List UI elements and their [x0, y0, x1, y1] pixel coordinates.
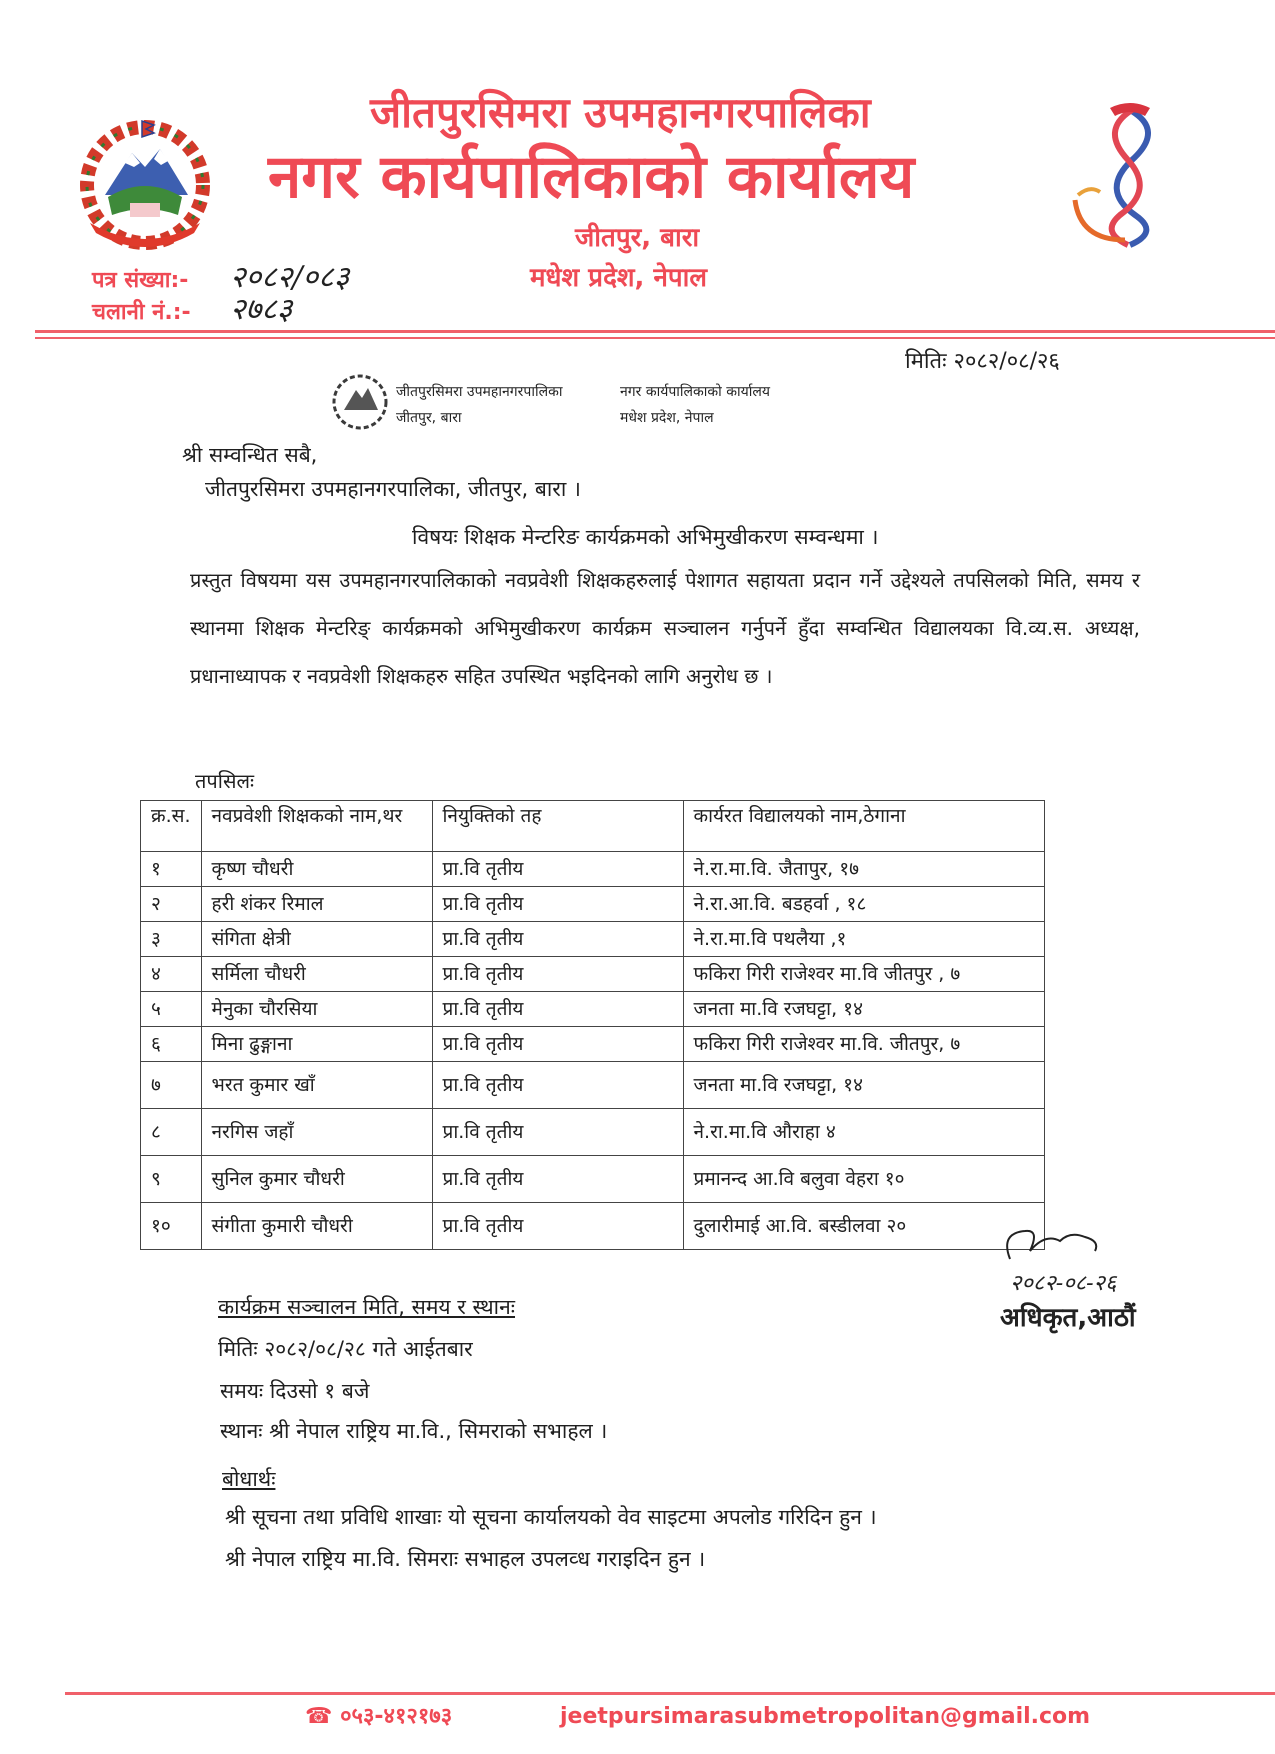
cell-sn: २ — [141, 887, 202, 922]
cell-name: नरगिस जहाँ — [201, 1109, 432, 1156]
table-row — [141, 1027, 1045, 1062]
ref-number: २०८२/०८३ — [230, 260, 350, 295]
footer-email[interactable]: jeetpursimarasubmetropolitan@gmail.com — [560, 1704, 1091, 1729]
cell-name: मिना ढुङ्गाना — [201, 1027, 432, 1062]
cell-name: मेनुका चौरसिया — [201, 992, 432, 1027]
footer-phone — [305, 1702, 452, 1732]
cell-name: संगीता कुमारी चौधरी — [201, 1203, 432, 1250]
program-time: समयः दिउसो १ बजे — [220, 1379, 370, 1403]
municipality-logo-icon — [1070, 100, 1180, 250]
cell-level: प्रा.वि तृतीय — [432, 887, 683, 922]
ref-label: पत्र संख्या:- — [92, 268, 189, 293]
signature-date: २०८२-०८-२६ — [1010, 1271, 1117, 1296]
cell-sn: ५ — [141, 992, 202, 1027]
program-date: मितिः २०८२/०८/२८ गते आईतबार — [218, 1337, 473, 1361]
letter-date: मितिः २०८२/०८/२६ — [905, 349, 1060, 374]
program-heading: कार्यक्रम सञ्चालन मिति, समय र स्थानः — [218, 1295, 516, 1319]
cell-level: प्रा.वि तृतीय — [432, 922, 683, 957]
cell-sn: १ — [141, 852, 202, 887]
cell-level: प्रा.वि तृतीय — [432, 852, 683, 887]
dispatch-label: चलानी नं.:- — [92, 300, 191, 325]
table-header-row — [141, 801, 1045, 852]
cell-school: जनता मा.वि रजघट्टा, १४ — [683, 992, 1044, 1027]
cell-school: फकिरा गिरी राजेश्वर मा.वि जीतपुर , ७ — [683, 957, 1044, 992]
cell-school: ने.रा.मा.वि पथलैया ,१ — [683, 922, 1044, 957]
cell-sn: ४ — [141, 957, 202, 992]
table-row — [141, 1062, 1045, 1109]
table-row — [141, 992, 1045, 1027]
municipality-name: जीतपुरसिमरा उपमहानगरपालिका — [370, 88, 871, 137]
teachers-table — [140, 800, 1045, 1250]
cell-level: प्रा.वि तृतीय — [432, 1109, 683, 1156]
cell-level: प्रा.वि तृतीय — [432, 1156, 683, 1203]
program-venue: स्थानः श्री नेपाल राष्ट्रिय मा.वि., सिमराको सभाहल । — [220, 1419, 608, 1443]
cell-level: प्रा.वि तृतीय — [432, 957, 683, 992]
table-row — [141, 1156, 1045, 1203]
cell-school: जनता मा.वि रजघट्टा, १४ — [683, 1062, 1044, 1109]
telephone-icon: ☎ — [305, 1704, 333, 1729]
body-paragraph: प्रस्तुत विषयमा यस उपमहानगरपालिकाको नवप्रवेशी शिक्षकहरुलाई पेशागत सहायता प्रदान गर्ने उद्देश्यले तपसिलको मिति, समय र स्थानमा शिक्षक मेन्टरिङ् कार्यक्रमको अभिमुखीकरण कार्यक्रम सञ्चालन गर्नुपर्ने हुँदा सम्वन्धित विद्यालयका वि.व्य.स. अध्यक्ष, प्रधानाध्यापक र नवप्रवेशी शिक्षकहरु सहित उपस्थित भइदिनको लागि अनुरोध छ । — [190, 568, 1140, 688]
recipient-line-1: श्री सम्वन्धित सबै, — [182, 443, 318, 467]
cell-level: प्रा.वि तृतीय — [432, 992, 683, 1027]
dispatch-number: २७८३ — [230, 292, 293, 327]
cell-name: कृष्ण चौधरी — [201, 852, 432, 887]
footer-rule — [65, 1692, 1275, 1695]
cell-name: सुनिल कुमार चौधरी — [201, 1156, 432, 1203]
cell-school: प्रमानन्द आ.वि बलुवा वेहरा १० — [683, 1156, 1044, 1203]
table-row — [141, 1109, 1045, 1156]
cell-school: ने.रा.मा.वि. जैतापुर, १७ — [683, 852, 1044, 887]
cell-level: प्रा.वि तृतीय — [432, 1027, 683, 1062]
address-line-1: जीतपुर, बारा — [575, 223, 700, 253]
cell-sn: ३ — [141, 922, 202, 957]
table-row — [141, 922, 1045, 957]
stamp-line-4: मधेश प्रदेश, नेपाल — [620, 410, 714, 426]
phone-number: ०५३-४१२१७३ — [340, 1704, 453, 1729]
col-header-school: कार्यरत विद्यालयको नाम,ठेगाना — [683, 801, 1044, 852]
cell-name: सर्मिला चौधरी — [201, 957, 432, 992]
cell-sn: ८ — [141, 1109, 202, 1156]
office-name: नगर कार्यपालिकाको कार्यालय — [268, 142, 915, 212]
cell-level: प्रा.वि तृतीय — [432, 1062, 683, 1109]
cell-name: भरत कुमार खाँ — [201, 1062, 432, 1109]
nepal-emblem-icon — [70, 115, 220, 255]
address-line-2: मधेश प्रदेश, नेपाल — [530, 263, 708, 293]
table-row — [141, 1203, 1045, 1250]
stamp-line-3: जीतपुर, बारा — [396, 410, 462, 426]
cell-school: फकिरा गिरी राजेश्वर मा.वि. जीतपुर, ७ — [683, 1027, 1044, 1062]
table-row — [141, 852, 1045, 887]
header-rule-bottom — [35, 337, 1275, 339]
stamp-line-2: नगर कार्यपालिकाको कार्यालय — [620, 384, 770, 400]
col-header-name: नवप्रवेशी शिक्षकको नाम,थर — [201, 801, 432, 852]
table-caption: तपसिलः — [195, 769, 255, 793]
table-row — [141, 957, 1045, 992]
cell-name: संगिता क्षेत्री — [201, 922, 432, 957]
official-stamp — [330, 372, 850, 432]
cell-sn: ७ — [141, 1062, 202, 1109]
subject-line: विषयः शिक्षक मेन्टरिङ कार्यक्रमको अभिमुखीकरण सम्वन्धमा । — [412, 525, 879, 549]
cell-school: दुलारीमाई आ.वि. बस्डीलवा २० — [683, 1203, 1044, 1250]
cell-name: हरी शंकर रिमाल — [201, 887, 432, 922]
header-rule-top — [35, 330, 1275, 333]
col-header-sn: क्र.स. — [141, 801, 202, 852]
cc-heading: बोधार्थः — [222, 1467, 276, 1491]
signature-scribble — [1000, 1225, 1110, 1265]
cell-level: प्रा.वि तृतीय — [432, 1203, 683, 1250]
cell-sn: ६ — [141, 1027, 202, 1062]
recipient-line-2: जीतपुरसिमरा उपमहानगरपालिका, जीतपुर, बारा । — [205, 477, 581, 501]
cc-item: श्री सूचना तथा प्रविधि शाखाः यो सूचना कार्यालयको वेव साइटमा अपलोड गरिदिन हुन । — [225, 1505, 877, 1529]
cell-sn: १० — [141, 1203, 202, 1250]
cc-item: श्री नेपाल राष्ट्रिय मा.वि. सिमराः सभाहल उपलव्ध गराइदिन हुन । — [225, 1547, 706, 1571]
cell-school: ने.रा.आ.वि. बडहर्वा , १८ — [683, 887, 1044, 922]
col-header-level: नियुक्तिको तह — [432, 801, 683, 852]
cell-school: ने.रा.मा.वि औराहा ४ — [683, 1109, 1044, 1156]
stamp-line-1: जीतपुरसिमरा उपमहानगरपालिका — [396, 384, 563, 400]
cell-sn: ९ — [141, 1156, 202, 1203]
signatory-title: अधिकृत,आठौं — [1000, 1303, 1136, 1333]
table-row — [141, 887, 1045, 922]
